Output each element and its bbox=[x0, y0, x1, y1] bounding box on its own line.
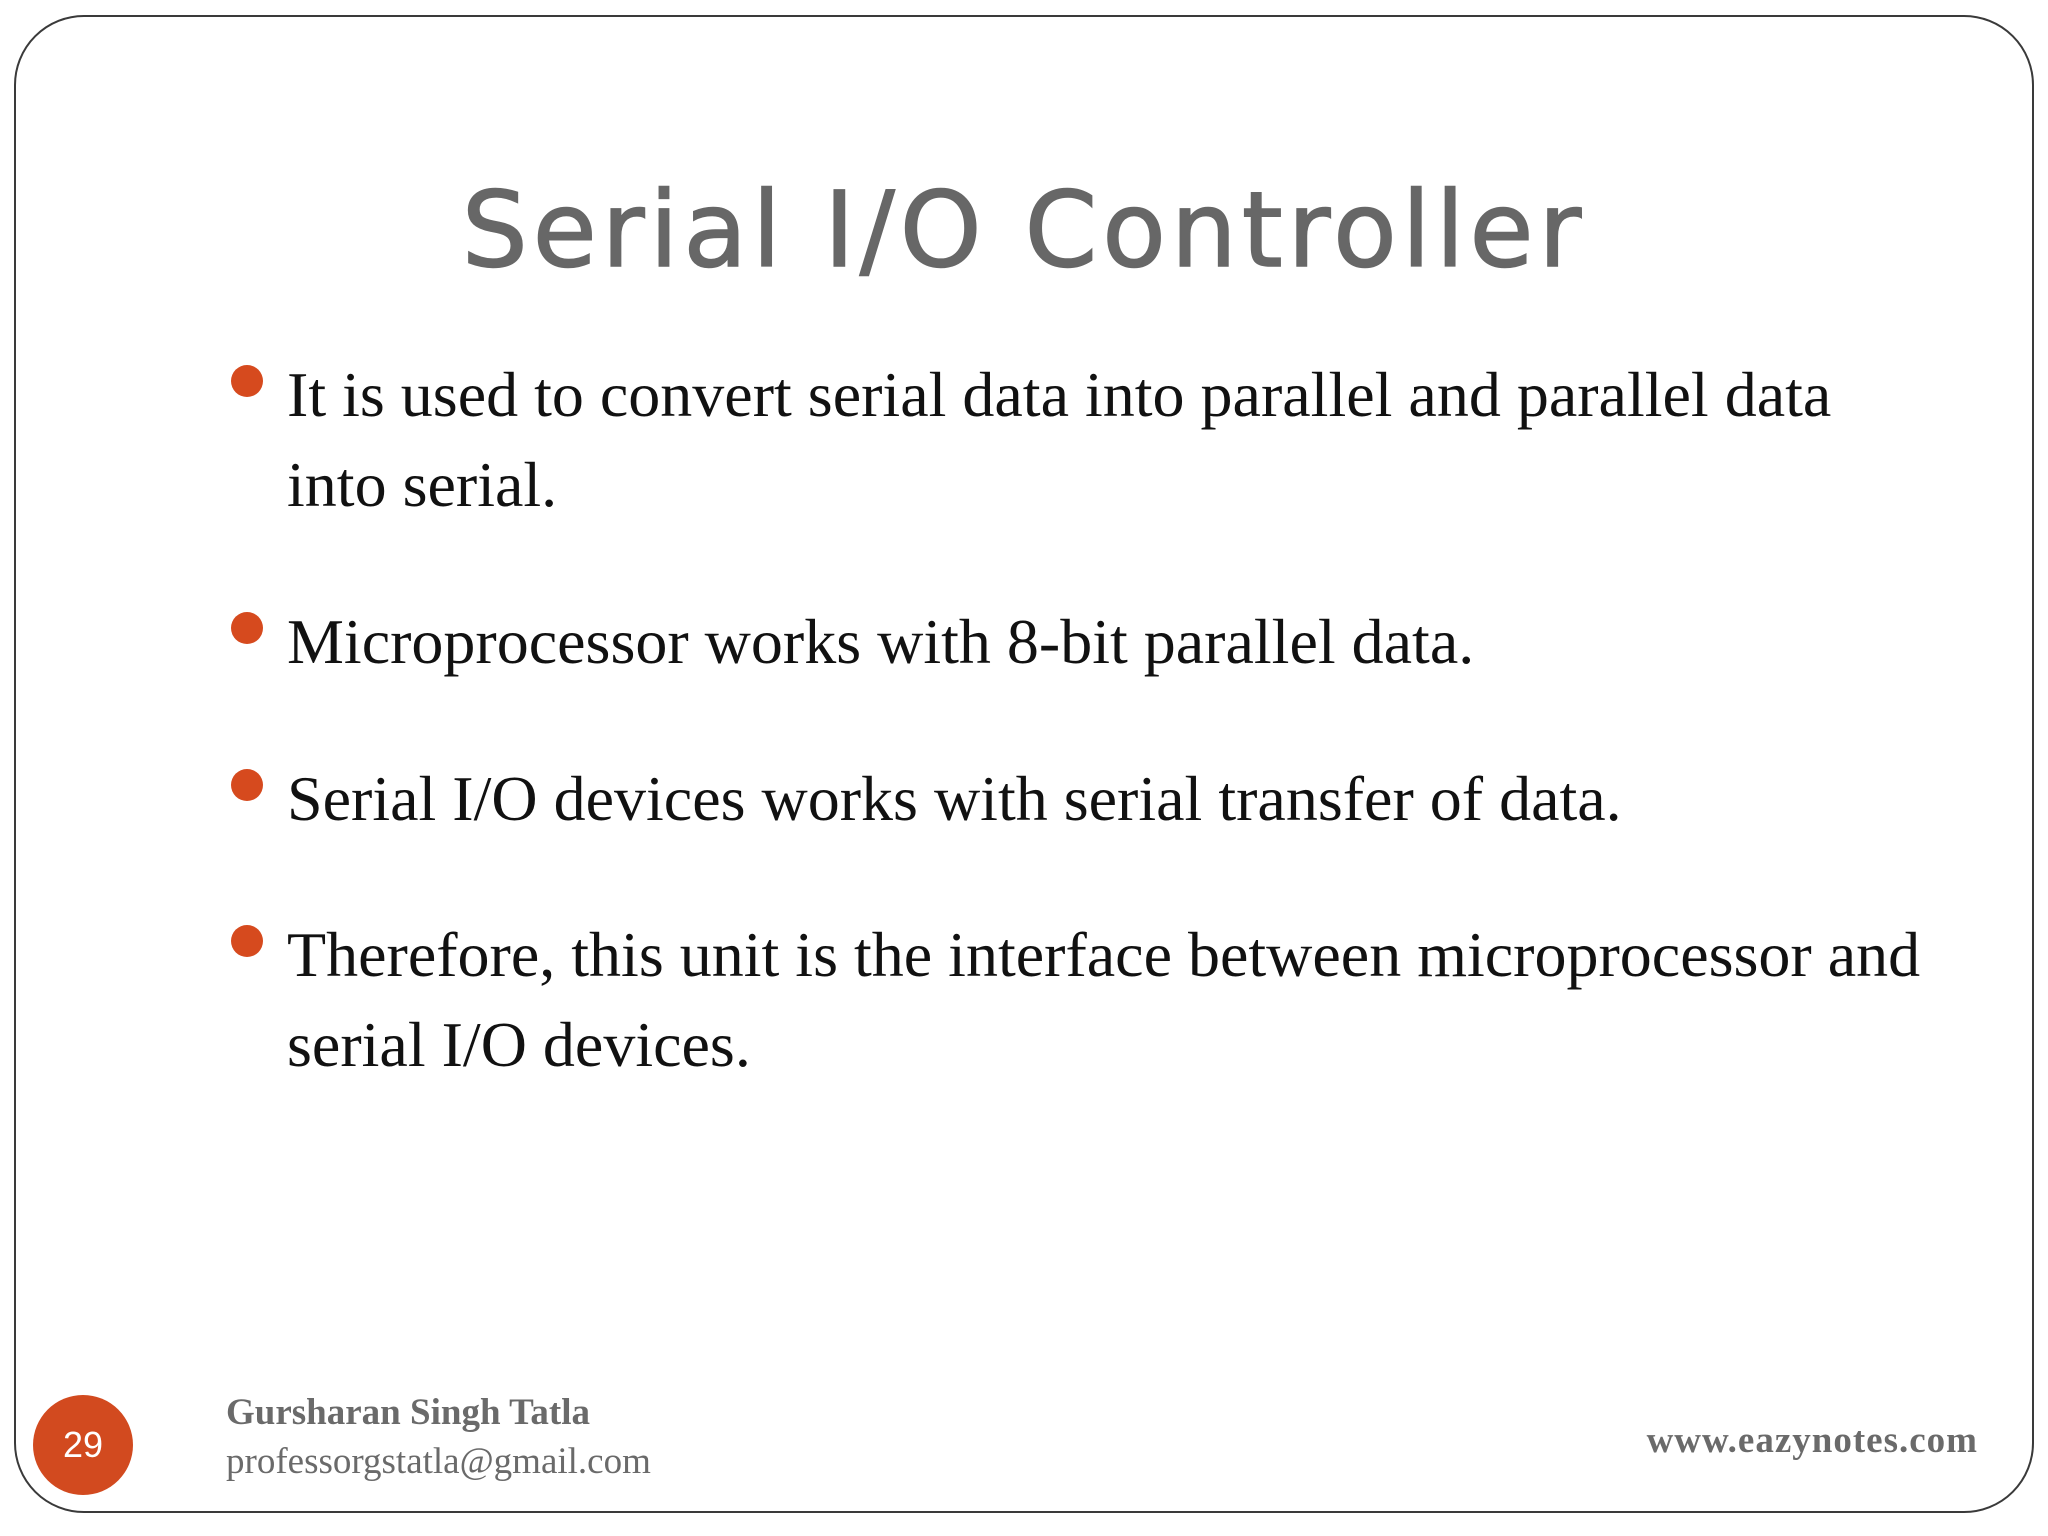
bullet-dot-icon bbox=[231, 612, 263, 644]
page-number-badge: 29 bbox=[33, 1395, 133, 1495]
bullet-dot-icon bbox=[231, 769, 263, 801]
bullet-dot-icon bbox=[231, 925, 263, 957]
bullet-text: Microprocessor works with 8-bit parallel data. bbox=[287, 606, 1475, 677]
bullet-text: It is used to convert serial data into parallel and parallel data into serial. bbox=[287, 359, 1832, 520]
bullet-dot-icon bbox=[231, 365, 263, 397]
website-url: www.eazynotes.com bbox=[1646, 1420, 1978, 1461]
author-email: professorgstatla@gmail.com bbox=[226, 1441, 651, 1482]
bullet-text: Serial I/O devices works with serial transfer of data. bbox=[287, 763, 1622, 834]
author-name: Gursharan Singh Tatla bbox=[226, 1392, 590, 1433]
bullet-item bbox=[222, 597, 1922, 687]
bullet-item bbox=[222, 350, 1922, 530]
slide-title: Serial I/O Controller bbox=[461, 169, 1587, 291]
bullet-item bbox=[222, 754, 1922, 844]
bullet-item bbox=[222, 910, 1922, 1090]
bullet-text: Therefore, this unit is the interface between microprocessor and serial I/O devices. bbox=[287, 919, 1921, 1080]
